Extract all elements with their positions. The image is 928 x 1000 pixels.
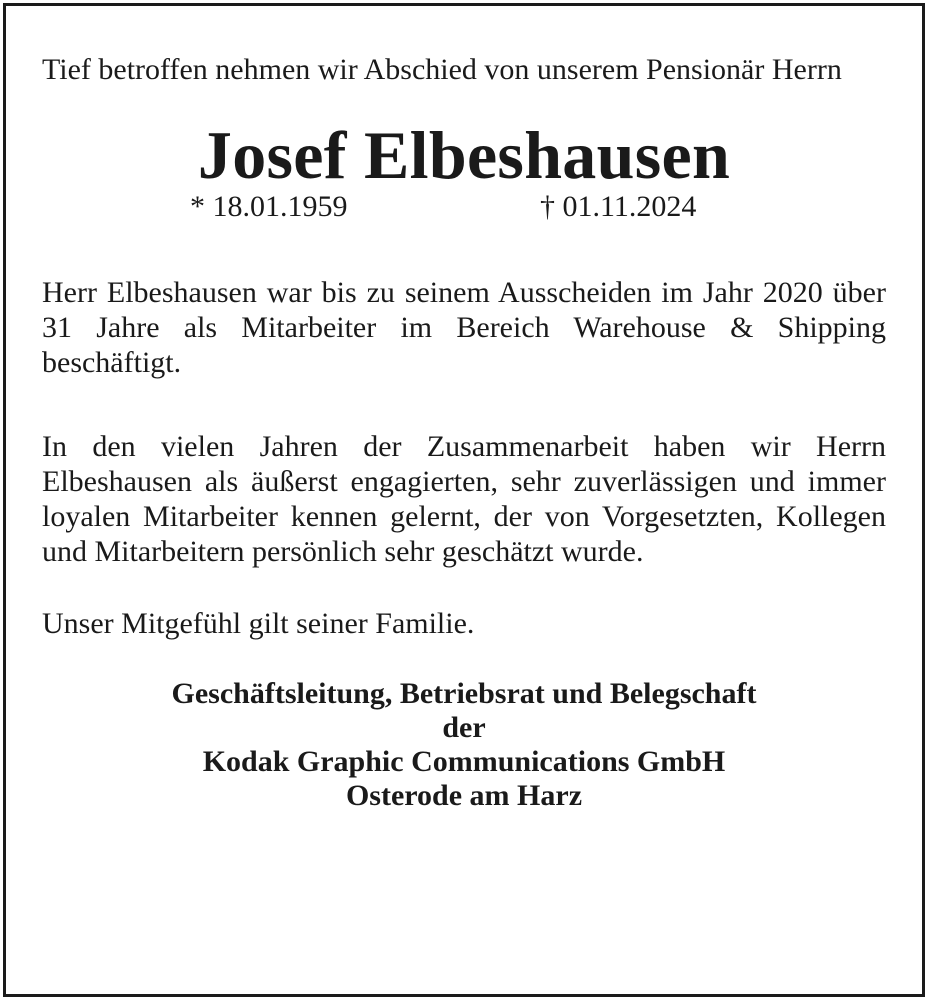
signature-line-der: der — [442, 711, 486, 744]
intro-text: Tief betroffen nehmen wir Abschied von unserem Pensionär Herrn — [42, 53, 842, 86]
career-paragraph: Herr Elbeshausen war bis zu seinem Ausscheiden im Jahr 2020 über 31 Jahre als Mitarbeiter im Bereich Warehouse & Shipping beschäftigt. — [42, 276, 886, 379]
signature-line-management: Geschäftsleitung, Betriebsrat und Belegschaft — [171, 677, 757, 710]
birth-date: * 18.01.1959 — [190, 190, 348, 223]
condolence-paragraph: Unser Mitgefühl gilt seiner Familie. — [42, 607, 475, 640]
signature-line-company: Kodak Graphic Communications GmbH — [202, 745, 726, 778]
tribute-paragraph: In den vielen Jahren der Zusammenarbeit haben wir Herrn Elbeshausen als äußerst engagierten, sehr zuverlässigen und immer loyalen Mitarbeiter kennen gelernt, der von Vorgesetzten, Kollegen und Mitarbeitern persönlich sehr geschätzt wurde. — [42, 430, 886, 568]
signature-line-location: Osterode am Harz — [345, 779, 583, 812]
life-dates — [42, 189, 886, 225]
deceased-name: Josef Elbeshausen — [197, 117, 731, 193]
death-date: † 01.11.2024 — [540, 190, 697, 223]
obituary-notice — [42, 52, 886, 813]
signature-block — [42, 677, 886, 813]
